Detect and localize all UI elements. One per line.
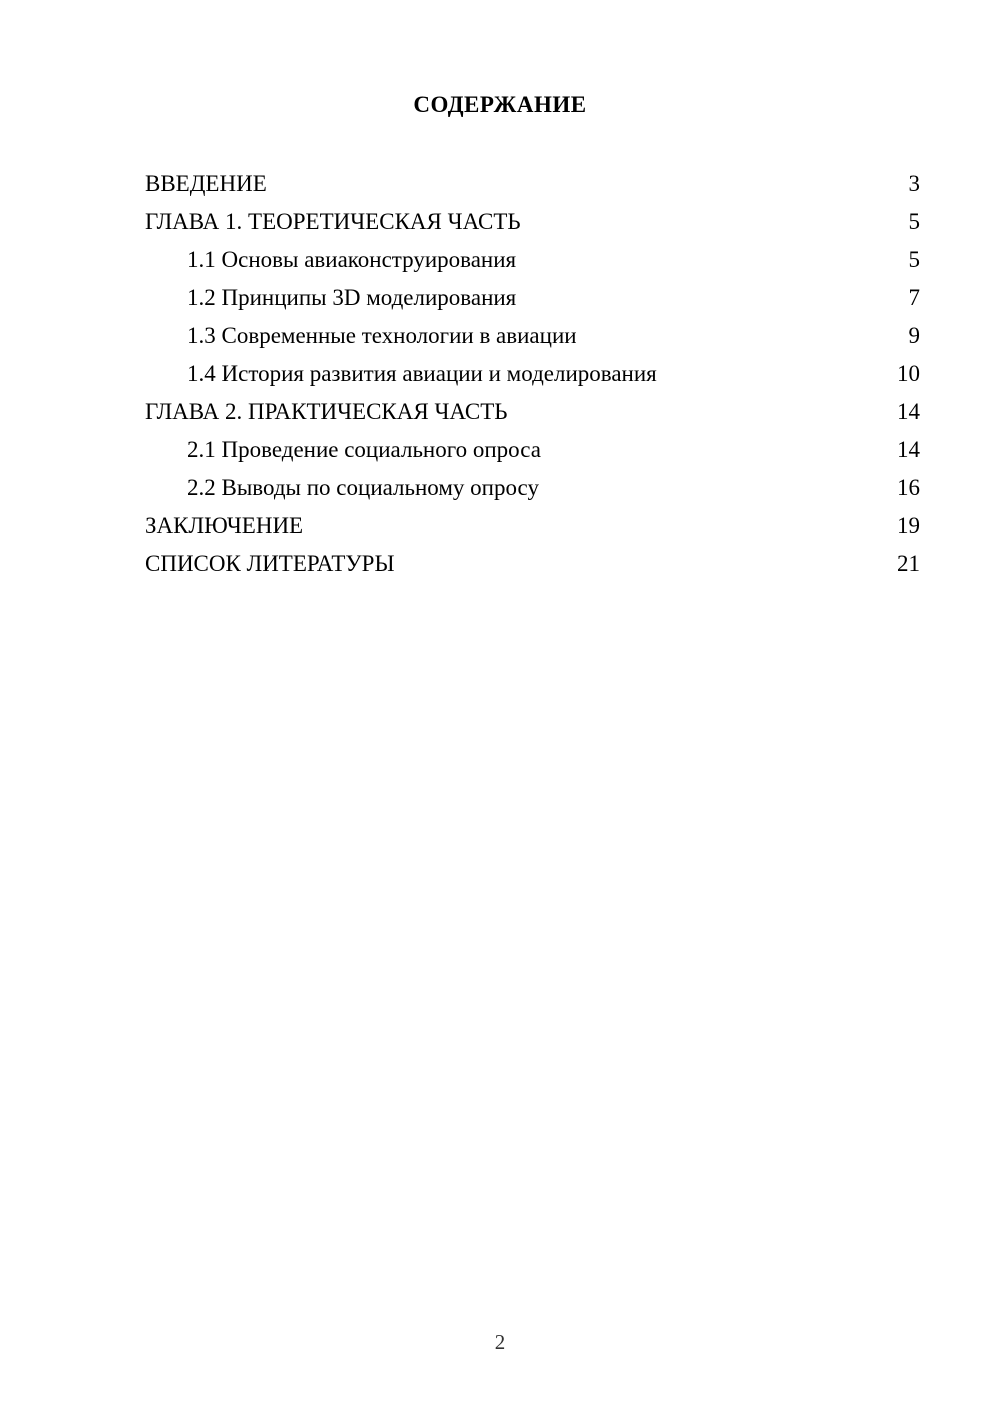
toc-entry[interactable] — [145, 469, 920, 507]
toc-entry-label: 1.2 Принципы 3D моделирования — [187, 285, 517, 310]
toc-entry-page: 14 — [897, 399, 920, 424]
toc-entry-label: ЗАКЛЮЧЕНИЕ — [145, 513, 304, 538]
toc-entry-label: ВВЕДЕНИЕ — [145, 171, 267, 196]
toc-entry[interactable] — [145, 317, 920, 355]
toc-entry-label: 2.1 Проведение социального опроса — [187, 437, 541, 462]
page-title: СОДЕРЖАНИЕ — [413, 92, 587, 117]
toc-entry[interactable] — [145, 165, 920, 203]
footer-page-number: 2 — [494, 1330, 506, 1354]
toc-entry[interactable] — [145, 507, 920, 545]
toc-entry[interactable] — [145, 393, 920, 431]
toc-entry-page: 3 — [908, 171, 920, 196]
toc-entry-label: 1.1 Основы авиаконструирования — [187, 247, 517, 272]
toc-entry[interactable] — [145, 355, 920, 393]
toc-entry-label: 1.4 История развития авиации и моделирования — [187, 361, 657, 386]
toc-entry-page: 19 — [897, 513, 920, 538]
toc-entry-page: 5 — [908, 209, 920, 234]
toc-entry-page: 9 — [908, 323, 920, 348]
toc-entry-page: 7 — [908, 285, 920, 310]
toc-entry[interactable] — [145, 203, 920, 241]
table-of-contents — [145, 165, 920, 583]
toc-entry-label: 1.3 Современные технологии в авиации — [187, 323, 577, 348]
toc-entry-page: 5 — [908, 247, 920, 272]
toc-entry-page: 21 — [897, 551, 920, 576]
toc-entry-label: ГЛАВА 1. ТЕОРЕТИЧЕСКАЯ ЧАСТЬ — [145, 209, 521, 234]
toc-entry-label: 2.2 Выводы по социальному опросу — [187, 475, 539, 500]
toc-entry-page: 16 — [897, 475, 920, 500]
toc-entry[interactable] — [145, 431, 920, 469]
toc-entry-page: 14 — [897, 437, 920, 462]
toc-entry[interactable] — [145, 545, 920, 583]
toc-entry-page: 10 — [897, 361, 920, 386]
toc-entry-label: ГЛАВА 2. ПРАКТИЧЕСКАЯ ЧАСТЬ — [145, 399, 508, 424]
toc-entry[interactable] — [145, 279, 920, 317]
toc-entry-label: СПИСОК ЛИТЕРАТУРЫ — [145, 551, 395, 576]
toc-entry[interactable] — [145, 241, 920, 279]
